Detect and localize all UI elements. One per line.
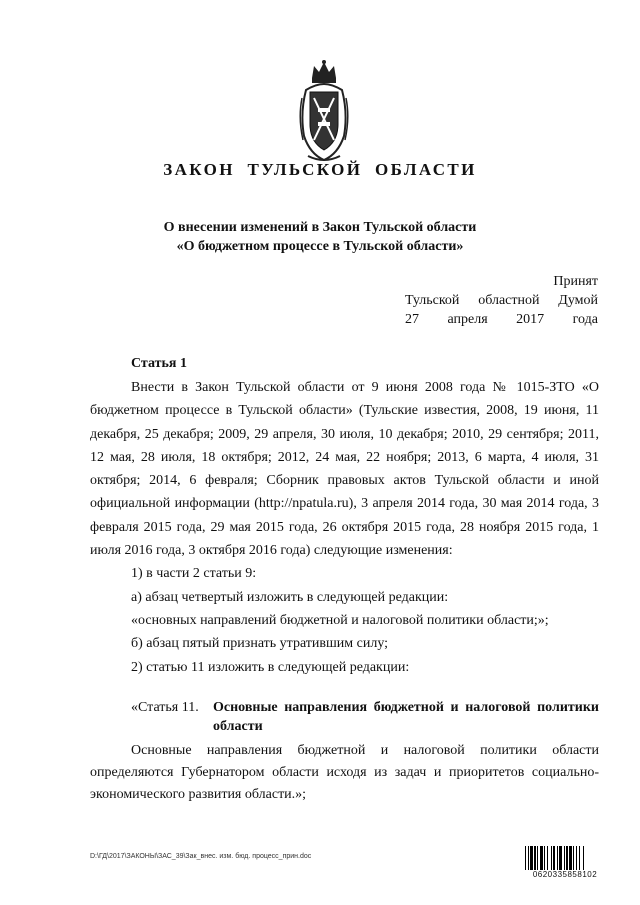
barcode-icon [525, 846, 605, 870]
article-11-label: «Статья 11. [131, 700, 199, 715]
amendment-item: а) абзац четвертый изложить в следующей редакции: [131, 589, 449, 605]
article-11-title: Основные направления бюджетной и налоговой политики области [213, 700, 599, 734]
amendment-item: «основных направлений бюджетной и налоговой политики области;»; [131, 612, 549, 628]
amendment-item: б) абзац пятый признать утратившим силу; [131, 636, 389, 652]
adoption-block [405, 272, 598, 329]
amendment-item: 1) в части 2 статьи 9: [131, 566, 257, 582]
article-1-heading: Статья 1 [131, 356, 187, 371]
adopted-date: 27 апреля 2017 года [405, 312, 598, 327]
article-11-heading [131, 698, 599, 736]
amendment-item: 2) статью 11 изложить в следующей редакции: [131, 659, 410, 675]
tula-coat-of-arms-icon [296, 58, 352, 168]
adopted-label: Принят [553, 274, 598, 289]
article-11-text: Основные направления бюджетной и налоговой политики области определяются Губернатором области исходя из задач и приоритетов социально-экономического развития области.»; [90, 743, 599, 802]
barcode-number: 0620335858102 [532, 870, 598, 879]
subtitle-line-1: О внесении изменений в Закон Тульской области [163, 220, 477, 235]
article-1-body [90, 376, 599, 679]
law-title: ЗАКОН ТУЛЬСКОЙ ОБЛАСТИ [163, 160, 477, 179]
barcode [525, 846, 605, 879]
law-subtitle [0, 218, 640, 256]
article-1-intro: Внести в Закон Тульской области от 9 июня 2008 года № 1015-ЗТО «О бюджетном процессе в Тульской области» (Тульские известия, 2008, 19 июня, 11 декабря, 25 декабря; 2009, 29 апреля, 30 июля, 10 декабря; 2010, 29 сентября; 2011, 12 мая, 28 июля, 18 октября; 2012, 24 мая, 22 ноября; 2013, 6 марта, 4 июля, 31 октября; 2014, 6 февраля; Сборник правовых актов Тульской области и иной официальной информации (http://npatula.ru), 3 апреля 2014 года, 30 мая 2014 года, 3 февраля 2015 года, 29 мая 2015 года, 26 октября 2015 года, 28 ноября 2015 года, 1 июля 2016 года, 3 октября 2016 года) следующие изменения: [90, 380, 599, 559]
adopted-by: Тульской областной Думой [405, 293, 598, 308]
file-path: D:\ГД\2017\ЗАКОНЫ\ЗАС_39\Зак_внес. изм. бюд. процесс_прин.doc [90, 853, 312, 860]
subtitle-line-2: «О бюджетном процессе в Тульской области» [176, 239, 464, 254]
